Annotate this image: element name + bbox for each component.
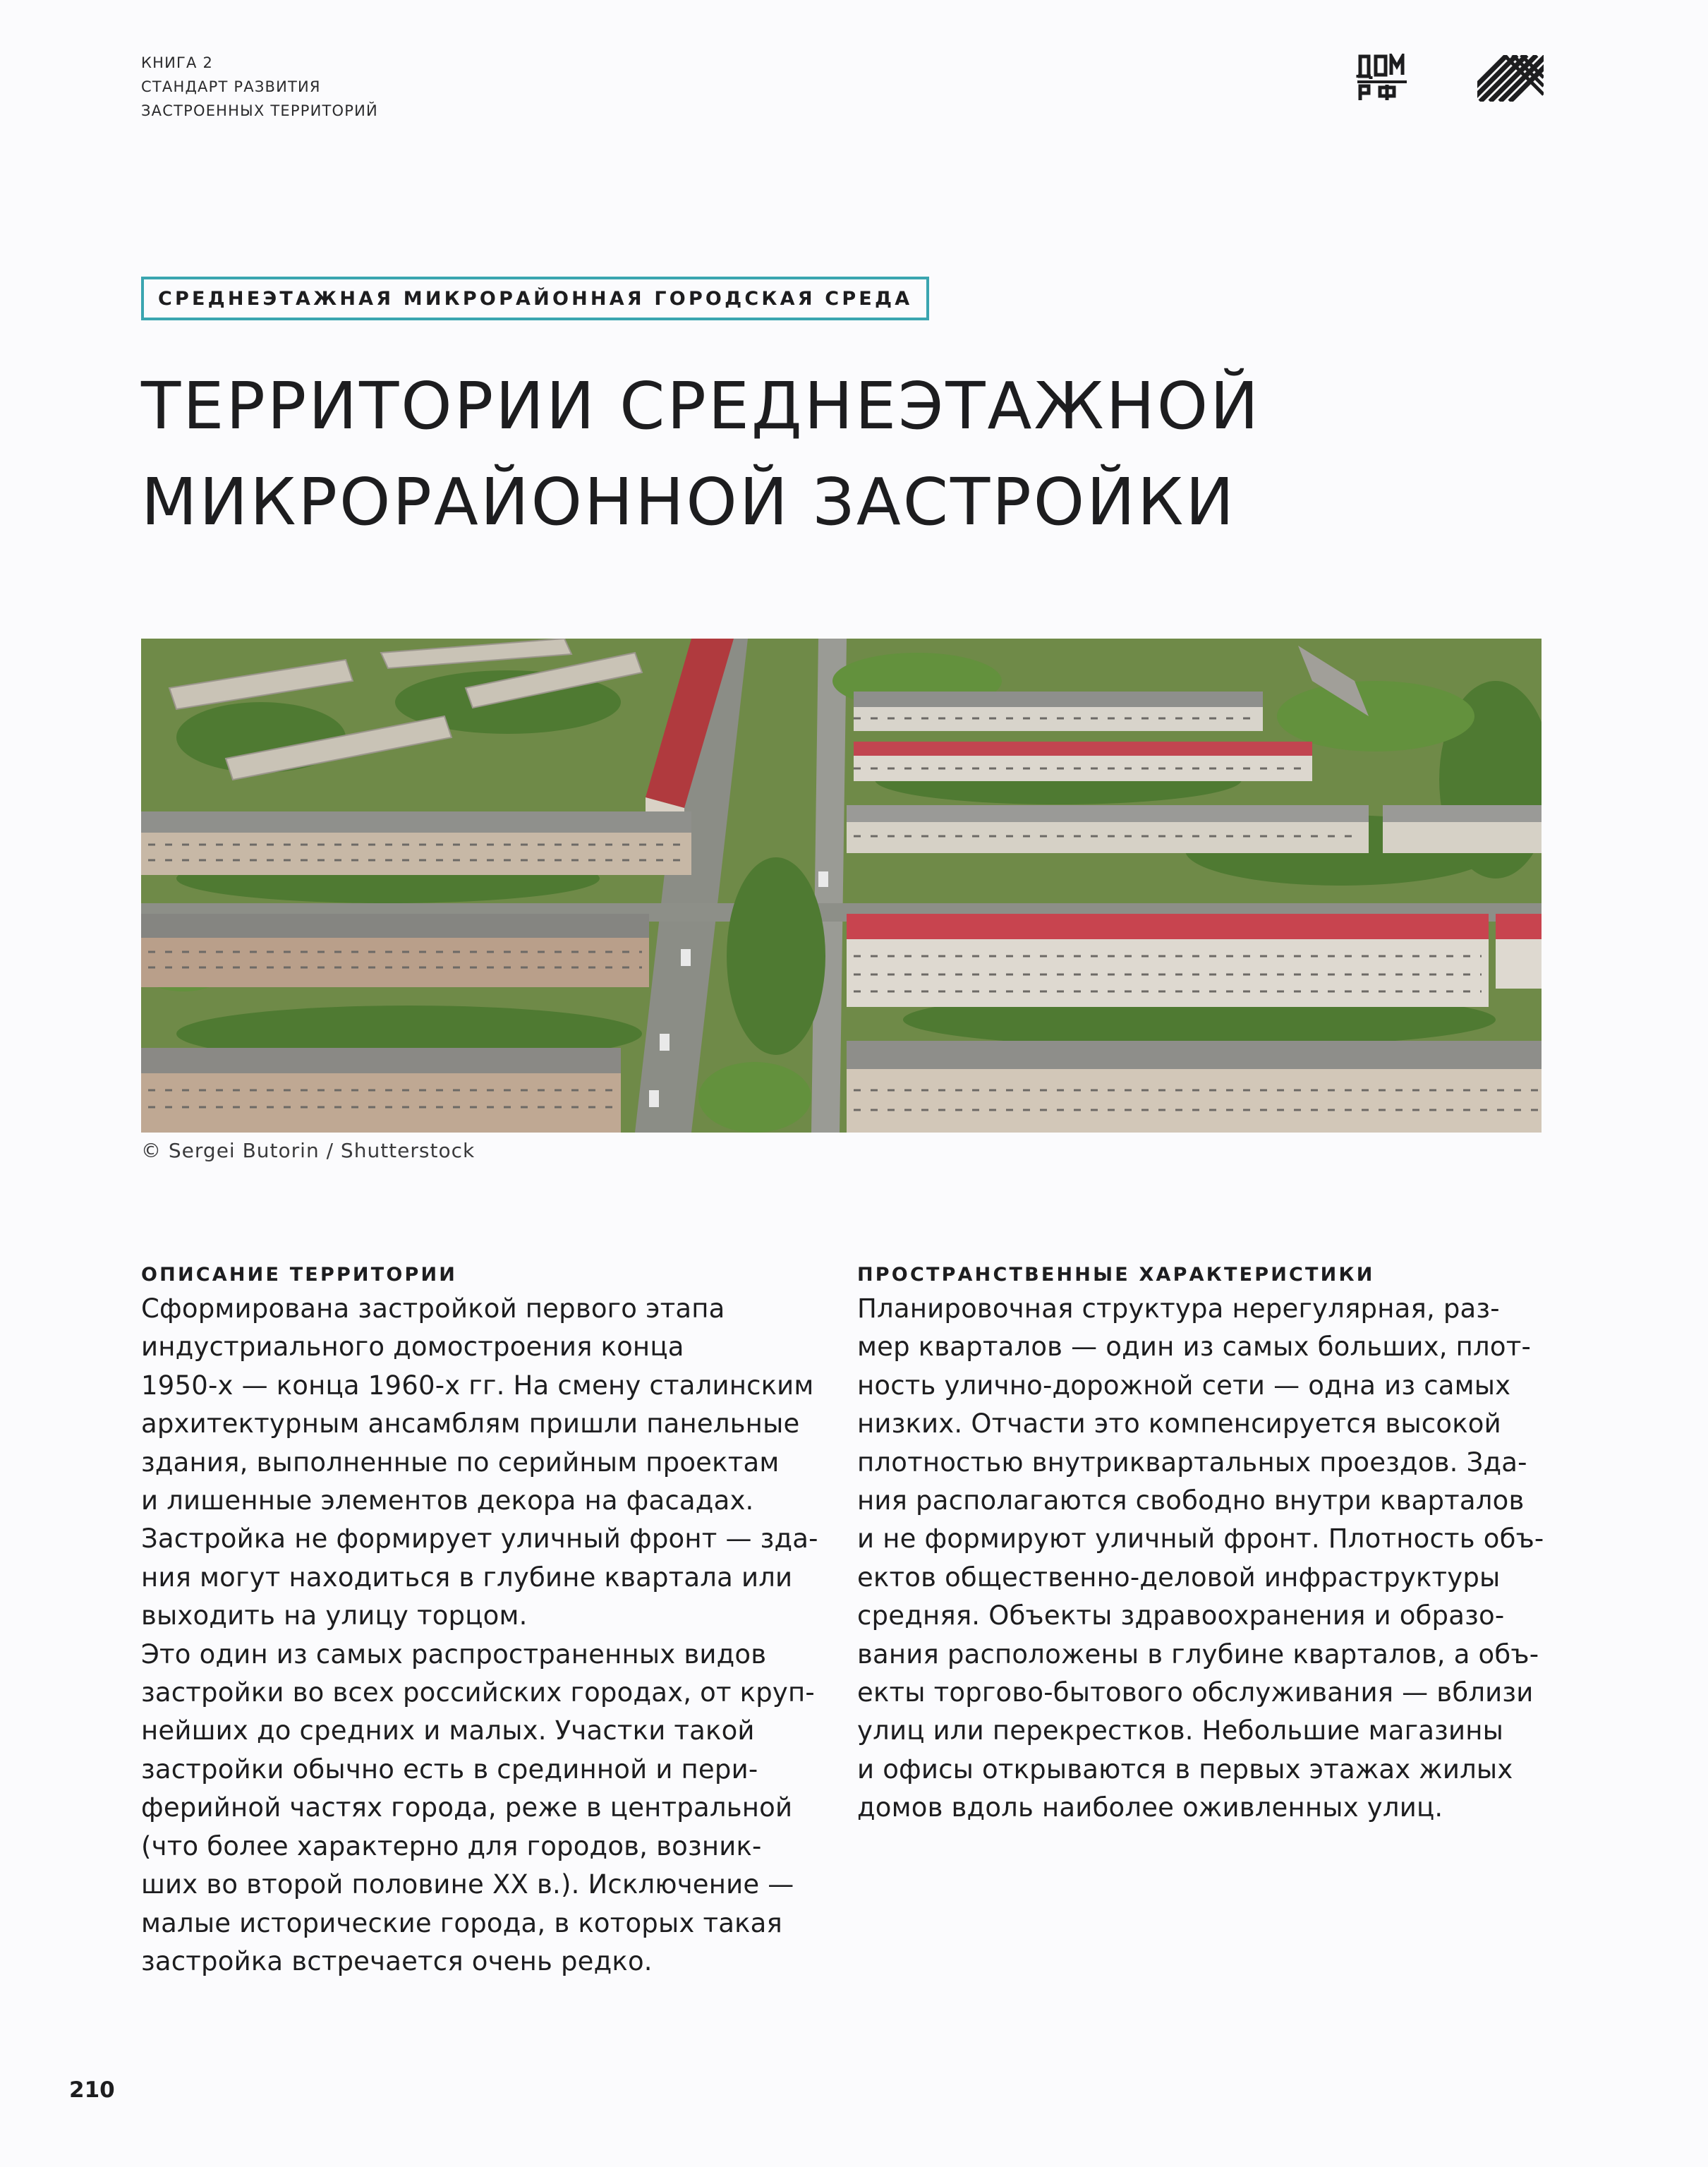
page-title: [141, 358, 1482, 550]
text-line: ния могут находиться в глубине квартала или: [141, 1562, 793, 1593]
aerial-photo-illustration: [141, 639, 1542, 1133]
text-line: здания, выполненные по серийным проектам: [141, 1447, 780, 1478]
text-line: (что более характерно для городов, возник-: [141, 1830, 762, 1861]
text-line: архитектурным ансамблям пришли панельные: [141, 1408, 800, 1439]
column-heading: ПРОСТРАНСТВЕННЫЕ ХАРАКТЕРИСТИКИ: [857, 1264, 1375, 1286]
photo-credit: © Sergei Butorin / Shutterstock: [141, 1139, 476, 1162]
column-heading: ОПИСАНИЕ ТЕРРИТОРИИ: [141, 1264, 458, 1286]
page-number: 210: [69, 2077, 115, 2103]
text-line: улиц или перекрестков. Небольшие магазины: [857, 1715, 1504, 1746]
text-line: и лишенные элементов декора на фасадах.: [141, 1485, 754, 1516]
territory-description: [141, 1263, 832, 1981]
text-line: застройки во всех российских городах, от круп-: [141, 1677, 815, 1708]
title-line-2: МИКРОРАЙОННОЙ ЗАСТРОЙКИ: [141, 464, 1237, 540]
text-line: вания расположены в глубине кварталов, а объ-: [857, 1638, 1539, 1670]
section-tag: СРЕДНЕЭТАЖНАЯ МИКРОРАЙОННАЯ ГОРОДСКАЯ СРЕДА: [141, 277, 929, 320]
pattern-logo: [1477, 55, 1544, 102]
running-head-line: ЗАСТРОЕННЫХ ТЕРРИТОРИЙ: [141, 102, 378, 119]
running-head-line: КНИГА 2: [141, 54, 214, 71]
text-line: Это один из самых распространенных видов: [141, 1638, 767, 1670]
text-line: ших во второй половине XX в.). Исключение —: [141, 1869, 794, 1900]
column-body: [141, 1290, 832, 1981]
text-line: средняя. Объекты здравоохранения и образо-: [857, 1600, 1505, 1631]
dom-rf-logo: [1356, 54, 1408, 102]
text-line: мер кварталов — один из самых больших, плот-: [857, 1332, 1531, 1363]
text-line: Сформирована застройкой первого этапа: [141, 1293, 725, 1324]
running-head-line: СТАНДАРТ РАЗВИТИЯ: [141, 78, 321, 95]
text-line: и не формируют уличный фронт. Плотность объ-: [857, 1523, 1544, 1555]
text-line: ектов общественно-деловой инфраструктуры: [857, 1562, 1501, 1593]
spatial-characteristics: [857, 1263, 1549, 1828]
text-line: 1950-х — конца 1960-х гг. На смену сталинским: [141, 1370, 814, 1401]
text-line: застройки обычно есть в срединной и пери-: [141, 1753, 758, 1785]
aerial-photo: [141, 639, 1542, 1133]
text-line: плотностью внутриквартальных проездов. Зда-: [857, 1447, 1527, 1478]
text-line: ность улично-дорожной сети — одна из самых: [857, 1370, 1511, 1401]
text-line: индустриального домостроения конца: [141, 1332, 684, 1363]
running-head: [141, 51, 378, 123]
text-line: ферийной частях города, реже в центральной: [141, 1792, 793, 1823]
title-line-1: ТЕРРИТОРИИ СРЕДНЕЭТАЖНОЙ: [141, 368, 1261, 444]
text-line: застройка встречается очень редко.: [141, 1945, 653, 1976]
column-body: [857, 1290, 1549, 1828]
text-line: малые исторические города, в которых такая: [141, 1907, 782, 1938]
text-line: и офисы открываются в первых этажах жилых: [857, 1753, 1513, 1785]
text-line: ния располагаются свободно внутри кварталов: [857, 1485, 1525, 1516]
text-line: нейших до средних и малых. Участки такой: [141, 1715, 755, 1746]
text-line: Планировочная структура нерегулярная, раз-: [857, 1293, 1500, 1324]
text-line: домов вдоль наиболее оживленных улиц.: [857, 1792, 1443, 1823]
text-line: низких. Отчасти это компенсируется высокой: [857, 1408, 1501, 1439]
text-line: выходить на улицу торцом.: [141, 1600, 528, 1631]
text-line: екты торгово-бытового обслуживания — вблизи: [857, 1677, 1534, 1708]
text-line: Застройка не формирует уличный фронт — зда-: [141, 1523, 818, 1555]
